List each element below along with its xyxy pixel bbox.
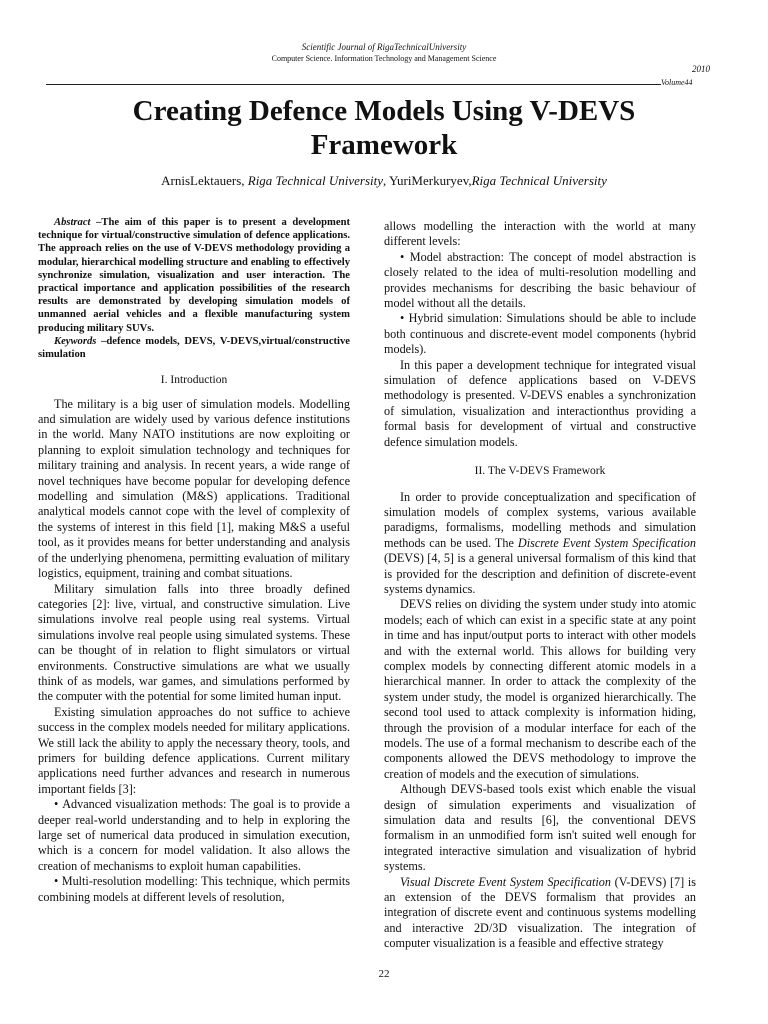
right-paragraph-2: In this paper a development technique for integrated visual simulation of defence applications based on V-DEVS methodology is presented. V-DEVS enables a synchronization of simulation, visualization and interactionthus providing a formal basis for development of virtual and constructive defence simulation models. xyxy=(384,357,696,449)
bullet-text: Hybrid simulation: Simulations should be able to include both continuous and discrete-event model components (hybrid models). xyxy=(384,311,696,357)
vdevs-paragraph-3: Although DEVS-based tools exist which enable the visual design of simulation experiments and visualization of simulation data and results [6], the conventional DEVS formalism in an unmodified form isn't suited well enough for integrated interactive simulation and visualization of hybrid systems. xyxy=(384,782,696,874)
affiliation-2: Riga Technical University xyxy=(471,173,607,188)
author-line xyxy=(40,173,728,189)
journal-volume: Volume44 xyxy=(661,78,693,87)
abstract-text: The aim of this paper is to present a development technique for virtual/constructive simulation of defence applications. The approach relies on the use of V-DEVS methodology providing a modular, hierarchical modelling structure and enabling to effectively synchronize simulation, visualization and user interaction. The practical importance and application possibilities of the research results are demonstrated by developing simulation models of unmanned aerial vehicles and a flexible manufacturing system producing military SUVs. xyxy=(38,217,350,334)
bullet-text: Advanced visualization methods: The goal is to provide a deeper real-world understanding and to help in exploring the large set of numerical data produced in simulation execution, which is a concern for model validation. It also allows the creation of mechanisms to exploit human capabilities. xyxy=(38,797,350,873)
author-1: ArnisLektauers, xyxy=(161,173,245,188)
page-number: 22 xyxy=(378,968,390,980)
bullet-text: Multi-resolution modelling: This technique, which permits combining models at different levels of resolution, xyxy=(38,874,350,904)
paper-title: Creating Defence Models Using V-DEVS Framework xyxy=(132,95,636,161)
section-heading-vdevs: II. The V-DEVS Framework xyxy=(474,465,606,478)
bullet-hybrid-simulation xyxy=(384,311,696,357)
bullet-model-abstraction xyxy=(384,250,696,312)
header-rule xyxy=(46,84,661,85)
italic-term: Discrete Event System Specification xyxy=(517,535,696,550)
abstract xyxy=(38,216,350,335)
abstract-lead: Abstract xyxy=(54,217,91,228)
right-paragraph-1: allows modelling the interaction with the world at many different levels: xyxy=(384,219,696,249)
journal-subtitle: Computer Science. Information Technology and Management Science xyxy=(271,54,497,63)
keywords-lead: Keywords xyxy=(54,335,97,347)
text-run: (DEVS) [4, 5] is a general universal formalism of this kind that is provided for the description and definition of discrete-event systems dynamics. xyxy=(384,551,696,596)
vdevs-paragraph-4 xyxy=(384,875,696,952)
italic-term: Visual Discrete Event System Specification xyxy=(400,874,611,889)
vdevs-paragraph-2: DEVS relies on dividing the system under study into atomic models; each of which can exist in a specific state at any point in time and has input/output ports to interact with other models and with the external world. This allows for building very complex models by connecting different atomic models in a hierarchical manner. In order to attack the complexity of the system under study, the model is organized hierarchically. The second tool used to attack complexity is information hiding, through the provision of a modular interface for each of the models. The use of a formal mechanism to describe each of the components allowed the DEVS methodology to improve the creation of models and the execution of simulations. xyxy=(384,597,696,781)
vdevs-paragraph-1 xyxy=(384,490,696,598)
intro-paragraph-1: The military is a big user of simulation models. Modelling and simulation are widely used by various defence institutions in the world. Many NATO institutions are now exploiting or planning to exploit simulation technology and techniques for military training and analysis. In recent years, a wide range of novel techniques have become popular for developing defence modelling and simulation (M&S) applications. Traditional analytical models cannot cope with the level of complexity of the systems of interest in this field [1], making M&S a useful tool, as it provides means for better understanding and analysis of the underlying phenomena, permitting evaluation of military logistics, equipment, training and combat situations. xyxy=(38,396,350,581)
intro-paragraph-3: Existing simulation approaches do not suffice to achieve success in the complex models needed for military applications. We still lack the ability to apply the necessary theory, tools, and primers for building defence applications. Current military applications need further advances and research in numerous important fields [3]: xyxy=(38,704,350,796)
author-2: , YuriMerkuryev, xyxy=(383,173,472,188)
bullet-text: Model abstraction: The concept of model abstraction is closely related to the idea of multi-resolution modelling and provides mechanisms for describing the basic behaviour of model without all the details. xyxy=(384,249,696,311)
bullet-icon: • xyxy=(400,311,409,326)
abstract-dash: – xyxy=(90,217,102,228)
keywords xyxy=(38,335,350,361)
affiliation-1: Riga Technical University xyxy=(247,173,384,188)
left-column xyxy=(38,216,350,905)
text-run: In order to provide conceptualization and specification of simulation models of complex systems, various available paradigms, formalisms, modelling methods and simulation methods can be used. The xyxy=(384,489,696,550)
right-column xyxy=(384,219,696,952)
text-run: (V-DEVS) [7] is an extension of the DEVS formalism that provides an integration of discrete event and continuous systems modelling and interactive 2D/3D visualization. The integration of computer visualization is a feasible and effective strategy xyxy=(384,874,696,951)
intro-paragraph-2: Military simulation falls into three broadly defined categories [2]: live, virtual, and constructive simulation. Live simulations involve real people using real systems. Virtual simulations involve real people using simulated systems. These can be thought of in relation to flight simulators or virtual environments. Constructive simulations are what we usually think of as models, war games, and simulations performed by the computer with the potential for some limited human input. xyxy=(38,581,350,704)
bullet-icon: • xyxy=(54,797,63,812)
journal-year: 2010 xyxy=(692,64,710,74)
bullet-icon: • xyxy=(54,874,62,889)
keywords-text: –defence models, DEVS, V-DEVS,virtual/constructive simulation xyxy=(38,335,350,361)
section-heading-introduction: I. Introduction xyxy=(160,374,228,387)
bullet-advanced-visualization xyxy=(38,797,350,874)
bullet-multi-resolution xyxy=(38,874,350,905)
bullet-icon: • xyxy=(400,249,410,264)
journal-name: Scientific Journal of RigaTechnicalUniversity xyxy=(301,42,467,52)
